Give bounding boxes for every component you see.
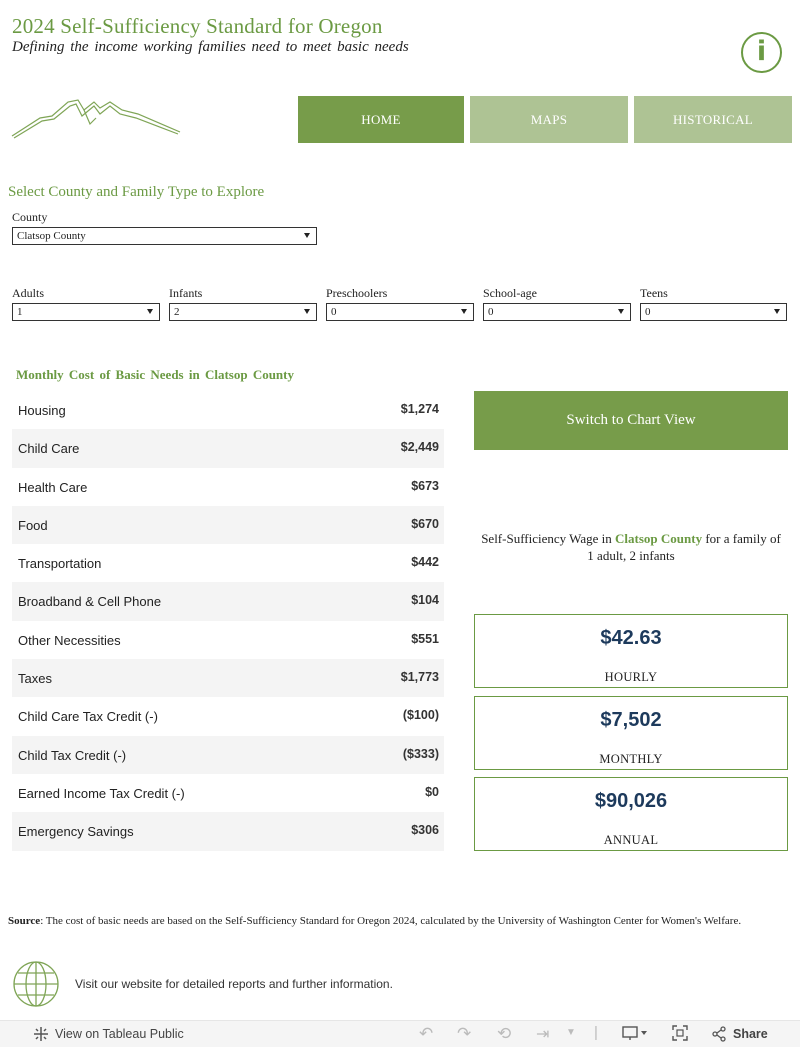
annual-wage-value: $90,026: [594, 790, 668, 812]
cost-row: [12, 621, 444, 659]
cost-label: Taxes: [18, 671, 52, 687]
teens-select[interactable]: [640, 303, 787, 321]
wage-intro-suffix: for a family of 1 adult, 2 infants: [587, 531, 781, 563]
hourly-wage-label: HOURLY: [604, 670, 658, 684]
cost-label: Transportation: [18, 556, 102, 572]
revert-icon[interactable]: ⟲: [497, 1024, 512, 1043]
page-subtitle: Defining the income working families need to meet basic needs: [12, 39, 409, 55]
nav-historical-button[interactable]: HISTORICAL: [634, 96, 792, 143]
chevron-down-icon: [461, 309, 467, 314]
adults-label: Adults: [12, 286, 45, 300]
school-age-label: School-age: [483, 286, 537, 300]
fullscreen-icon[interactable]: [672, 1025, 688, 1044]
county-select[interactable]: [12, 227, 317, 245]
cost-row: [12, 468, 444, 506]
cost-row: [12, 391, 444, 429]
divider: |: [594, 1024, 598, 1041]
wage-intro-prefix: Self-Sufficiency Wage in: [481, 531, 612, 546]
source-text: : The cost of basic needs are based on the Self-Sufficiency Standard for Oregon 2024, calculated by the University of Washington Center for Women's Welfare.: [40, 915, 742, 927]
cost-label: Health Care: [18, 479, 88, 495]
cost-value: $442: [411, 555, 439, 570]
cost-table-title: Monthly Cost of Basic Needs in Clatsop County: [16, 367, 294, 382]
cost-value: ($100): [402, 708, 439, 723]
share-icon[interactable]: [711, 1026, 727, 1045]
hourly-wage-card: [474, 614, 788, 688]
globe-icon[interactable]: [12, 960, 60, 1008]
infants-select-value: 2: [174, 306, 180, 318]
cost-row: [12, 659, 444, 697]
monthly-wage-value: $7,502: [600, 709, 662, 731]
cost-value: $104: [411, 593, 439, 608]
cost-row: [12, 544, 444, 582]
teens-label: Teens: [640, 286, 668, 300]
adults-select-value: 1: [17, 306, 23, 318]
nav-home-button[interactable]: HOME: [298, 96, 464, 143]
download-icon[interactable]: [622, 1025, 648, 1044]
redo-icon[interactable]: ↷: [457, 1024, 472, 1043]
infants-select[interactable]: [169, 303, 317, 321]
chevron-down-icon: [618, 309, 624, 314]
nav-maps-button[interactable]: MAPS: [470, 96, 628, 143]
cost-label: Emergency Savings: [18, 824, 134, 840]
page-title: 2024 Self-Sufficiency Standard for Oregon: [12, 14, 383, 38]
view-on-tableau-link[interactable]: View on Tableau Public: [55, 1027, 184, 1041]
visit-website-text: Visit our website for detailed reports and further information.: [75, 977, 393, 991]
preschoolers-label: Preschoolers: [326, 286, 388, 300]
chevron-down-icon[interactable]: ▼: [566, 1027, 576, 1038]
wage-description: [478, 530, 784, 564]
cost-value: $0: [425, 784, 439, 799]
adults-select[interactable]: [12, 303, 160, 321]
school-age-select[interactable]: [483, 303, 631, 321]
cost-value: ($333): [402, 746, 439, 761]
county-select-value: Clatsop County: [17, 230, 86, 242]
cost-row: [12, 736, 444, 774]
mountain-logo: [10, 96, 182, 140]
chevron-down-icon: [304, 233, 310, 238]
cost-label: Broadband & Cell Phone: [18, 594, 162, 610]
school-age-select-value: 0: [488, 306, 494, 318]
source-label: Source: [8, 915, 41, 927]
source-note: [8, 914, 792, 929]
county-label: County: [12, 210, 48, 224]
cost-row: [12, 582, 444, 620]
cost-value: $306: [411, 823, 439, 838]
share-button[interactable]: Share: [733, 1027, 768, 1041]
cost-row: [12, 697, 444, 735]
cost-label: Other Necessities: [18, 632, 121, 648]
cost-value: $2,449: [400, 440, 439, 455]
switch-to-chart-button[interactable]: Switch to Chart View: [474, 391, 788, 450]
cost-row: [12, 812, 444, 850]
cost-label: Earned Income Tax Credit (-): [18, 785, 185, 801]
tableau-logo-icon: [33, 1026, 49, 1045]
cost-label: Food: [18, 517, 48, 533]
undo-icon[interactable]: ↶: [419, 1024, 434, 1043]
cost-row: [12, 774, 444, 812]
chevron-down-icon: [304, 309, 310, 314]
cost-table: [12, 391, 444, 851]
annual-wage-card: [474, 777, 788, 851]
cost-row: [12, 506, 444, 544]
chevron-down-icon: [147, 309, 153, 314]
preschoolers-select[interactable]: [326, 303, 474, 321]
tableau-toolbar: [0, 1020, 800, 1047]
cost-value: $673: [411, 478, 439, 493]
cost-label: Child Care Tax Credit (-): [18, 709, 158, 725]
cost-label: Child Care: [18, 441, 80, 457]
refresh-icon[interactable]: ⇥: [536, 1026, 550, 1043]
teens-select-value: 0: [645, 306, 651, 318]
info-icon: i: [756, 36, 767, 67]
monthly-wage-card: [474, 696, 788, 770]
cost-label: Housing: [18, 403, 66, 418]
cost-value: $670: [411, 516, 439, 531]
infants-label: Infants: [169, 286, 203, 300]
cost-value: $551: [411, 631, 439, 646]
preschoolers-select-value: 0: [331, 306, 337, 318]
monthly-wage-label: MONTHLY: [599, 752, 663, 766]
chevron-down-icon: [774, 309, 780, 314]
cost-label: Child Tax Credit (-): [18, 747, 127, 763]
cost-row: [12, 429, 444, 467]
cost-value: $1,274: [400, 402, 439, 416]
wage-county: Clatsop County: [615, 531, 703, 546]
annual-wage-label: ANNUAL: [603, 833, 659, 847]
filter-section-title: Select County and Family Type to Explore: [8, 184, 265, 200]
cost-value: $1,773: [400, 670, 439, 685]
hourly-wage-value: $42.63: [600, 627, 662, 649]
info-button[interactable]: [741, 32, 782, 73]
